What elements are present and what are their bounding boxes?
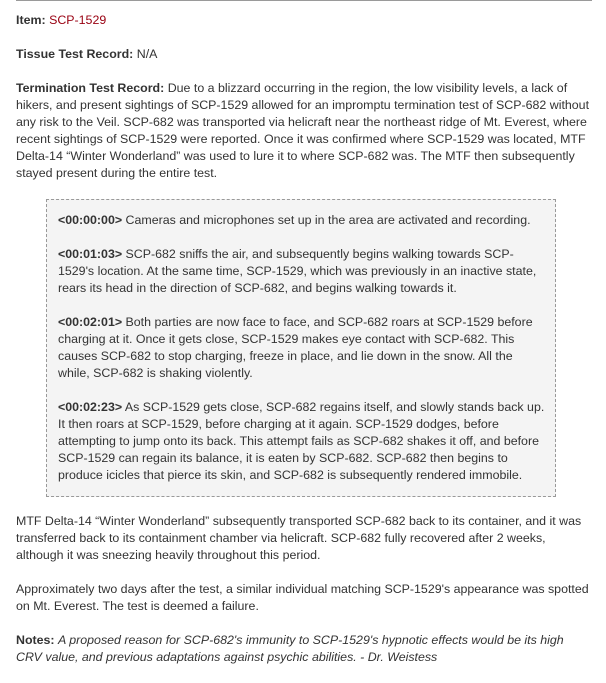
tissue-test-value: N/A: [136, 47, 158, 61]
test-log-block: [46, 199, 556, 497]
notes-label: Notes:: [16, 633, 55, 647]
log-entry: [58, 399, 555, 484]
log-entry-text: As SCP-1529 gets close, SCP-682 regains itself, and slowly stands back up. It then roars at SCP-1529, before charging at it again. SCP-1529 dodges, before attempting to jump onto its back. This attempt fails as SCP-682 shakes it off, and before SCP-1529 can regain its balance, it is eaten by SCP-682. SCP-682 then begins to produce icicles that pierce its skin, and SCP-682 is subsequently rendered immobile.: [58, 400, 545, 482]
item-line: [16, 12, 592, 29]
notes-text: A proposed reason for SCP-682's immunity to SCP-1529's hypnotic effects would be its high CRV value, and previous adaptations against psychic abilities. - Dr. Weistess: [16, 633, 564, 664]
log-entry: [58, 314, 555, 382]
log-entry-time: <00:00:00>: [58, 213, 123, 227]
item-link[interactable]: SCP-1529: [49, 13, 107, 27]
termination-test-label: Termination Test Record:: [16, 81, 165, 95]
tissue-test-label: Tissue Test Record:: [16, 47, 134, 61]
log-entry: [58, 246, 555, 297]
notes-paragraph: [16, 632, 592, 666]
log-entry-time: <00:02:01>: [58, 315, 123, 329]
top-divider: [16, 0, 592, 1]
log-entry: [58, 212, 555, 229]
log-entry-time: <00:02:23>: [58, 400, 123, 414]
termination-test-paragraph: [16, 80, 592, 182]
log-entry-time: <00:01:03>: [58, 247, 123, 261]
conclusion-paragraph: Approximately two days after the test, a similar individual matching SCP-1529's appearance was spotted on Mt. Everest. The test is deemed a failure.: [16, 582, 589, 613]
tissue-test-line: [16, 46, 592, 63]
log-entry-text: Cameras and microphones set up in the area are activated and recording.: [125, 213, 531, 227]
log-entry-text: Both parties are now face to face, and SCP-682 roars at SCP-1529 before charging at it. Once it gets close, SCP-1529 makes eye contact with SCP-682. This causes SCP-682 to stop charging, freeze in place, and lie down in the snow. All the while, SCP-682 is shaking violently.: [58, 315, 533, 380]
termination-test-text: Due to a blizzard occurring in the region, the low visibility levels, a lack of hikers, and present sightings of SCP-1529 allowed for an impromptu termination test of SCP-682 without any risk to the Veil. SCP-682 was transported via helicraft near the northeast ridge of Mt. Everest, where recent sightings of SCP-1529 were reported. Once it was confirmed where SCP-1529 was located, MTF Delta-14 “Winter Wonderland” was used to lure it to where SCP-682 was. The MTF then subsequently stayed present during the entire test.: [16, 81, 590, 180]
item-label: Item:: [16, 13, 46, 27]
log-entry-text: SCP-682 sniffs the air, and subsequently begins walking towards SCP-1529's location. At the same time, SCP-1529, which was previously in an inactive state, rears its head in the direction of SCP-682, and begins walking towards it.: [58, 247, 537, 295]
transport-paragraph: MTF Delta-14 “Winter Wonderland” subsequently transported SCP-682 back to its container, and it was transferred back to its containment chamber via helicraft. SCP-682 fully recovered after 2 weeks, although it was sneezing heavily throughout this period.: [16, 514, 582, 562]
document-body: [16, 12, 592, 683]
